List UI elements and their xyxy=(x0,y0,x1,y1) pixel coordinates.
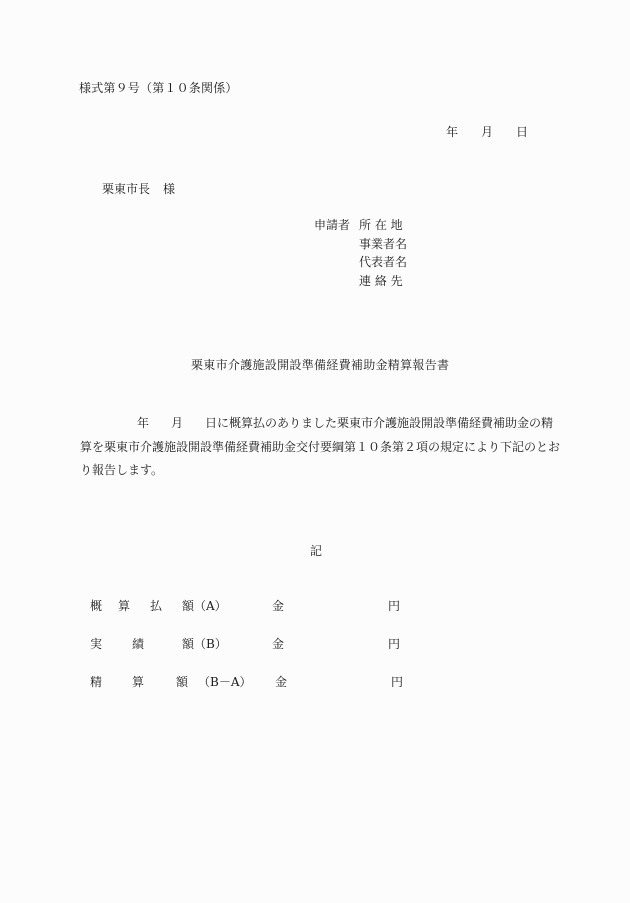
applicant-business-name-label: 事業者名 xyxy=(359,236,408,251)
applicant-address-label: 所 在 地 xyxy=(359,218,403,232)
amount-label-char: 精 xyxy=(90,675,103,689)
document-title: 栗東市介護施設開設準備経費補助金精算報告書 xyxy=(191,358,450,372)
amount-label-char: 額（B） xyxy=(182,637,227,651)
body-line-3: り報告します。 xyxy=(80,463,164,477)
body-line-2: 算を栗東市介護施設開設準備経費補助金交付要綱第１０条第２項の規定により下記のとお xyxy=(80,439,561,454)
amount-label-char: 概 xyxy=(90,599,103,613)
form-number: 様式第９号（第１０条関係） xyxy=(79,81,238,95)
applicant-representative-label: 代表者名 xyxy=(359,255,408,270)
body-line-1-text: 日に概算払のありました栗東市介護施設開設準備経費補助金の精 xyxy=(205,416,554,430)
kin-label: 金 xyxy=(275,675,288,689)
addressee xyxy=(102,183,175,195)
body-paragraph xyxy=(80,416,561,488)
amount-label-char: 額（A） xyxy=(182,599,227,613)
date-day-label: 日 xyxy=(516,125,529,139)
date-month-label: 月 xyxy=(481,125,494,139)
amount-label-char: 払 xyxy=(150,599,163,613)
amount-label-char: 額 xyxy=(176,675,189,689)
ki-heading: 記 xyxy=(310,544,323,558)
yen-label: 円 xyxy=(388,637,401,651)
kin-label: 金 xyxy=(272,599,285,613)
amount-label-char: （B－A） xyxy=(198,675,252,689)
applicant-contact-label: 連 絡 先 xyxy=(359,274,403,289)
amount-label-char: 績 xyxy=(132,637,145,651)
yen-label: 円 xyxy=(391,675,404,689)
amount-label-char: 算 xyxy=(118,599,131,613)
body-year: 年 xyxy=(137,416,150,430)
kin-label: 金 xyxy=(272,637,285,651)
addressee-name: 栗東市長 xyxy=(102,182,151,196)
body-line-1 xyxy=(80,417,554,441)
yen-label: 円 xyxy=(388,599,401,613)
addressee-honorific: 様 xyxy=(163,182,176,196)
amount-label-char: 実 xyxy=(90,637,103,651)
amount-label-char: 算 xyxy=(132,675,145,689)
date-year-label: 年 xyxy=(446,125,459,139)
date-line xyxy=(446,126,528,138)
body-month: 月 xyxy=(171,416,184,430)
applicant-label: 申請者 xyxy=(314,218,351,232)
